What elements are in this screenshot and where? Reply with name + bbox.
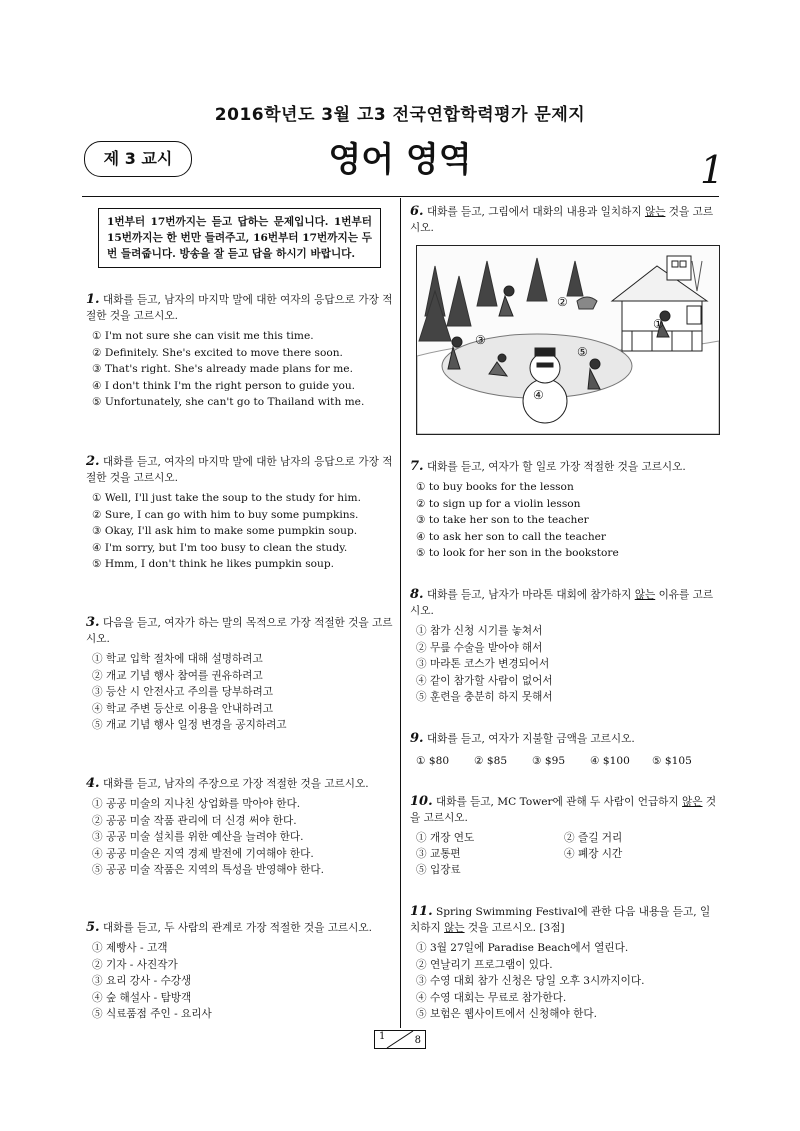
- question-stem-end: 것을 고르시오.: [410, 206, 714, 234]
- option[interactable]: ⑤ 입장료: [416, 864, 461, 876]
- question-stem: 대화를 듣고, 남자가 마라톤 대회에 참가하지: [426, 589, 635, 601]
- option[interactable]: ④ 숲 해설사 - 탐방객: [92, 991, 192, 1004]
- option[interactable]: ④ 학교 주변 등산로 이용을 안내하려고: [92, 702, 273, 715]
- option[interactable]: ② Sure, I can go with him to buy some pumpkins.: [92, 508, 359, 521]
- option[interactable]: ③ Okay, I'll ask him to make some pumpkin soup.: [92, 525, 358, 537]
- question-number: 9.: [410, 731, 424, 746]
- option[interactable]: ⑤ 훈련을 충분히 하지 못해서: [416, 691, 553, 703]
- option[interactable]: ① 참가 신청 시기를 놓쳐서: [416, 625, 543, 637]
- question-stem: 대화를 듣고, 남자의 주장으로 가장 적절한 것을 고르시오.: [102, 778, 369, 790]
- option[interactable]: ④ 수영 대회는 무료로 참가한다.: [416, 991, 567, 1004]
- option[interactable]: ⑤ Hmm, I don't think he likes pumpkin soup.: [92, 558, 335, 570]
- question-stem: 대화를 듣고, 남자의 마지막 말에 대한 여자의 응답으로 가장 적절한 것을 고르시오.: [86, 294, 393, 322]
- question-stem: 대화를 듣고, 그림에서 대화의 내용과 일치하지: [426, 206, 645, 218]
- page-indicator: [374, 1030, 426, 1049]
- question-number: 8.: [410, 587, 424, 602]
- option[interactable]: ② to sign up for a violin lesson: [416, 497, 581, 510]
- question-11: [410, 904, 720, 1023]
- option[interactable]: ④ I'm sorry, but I'm too busy to clean the study.: [92, 541, 348, 554]
- label-4: ④: [533, 388, 544, 402]
- option[interactable]: ④ 같이 참가할 사람이 없어서: [416, 674, 553, 687]
- option[interactable]: ⑤ 식료품점 주인 - 요리사: [92, 1008, 212, 1020]
- option[interactable]: ① I'm not sure she can visit me this time.: [92, 330, 314, 342]
- winter-scene-illustration: [416, 245, 720, 435]
- option[interactable]: ③ That's right. She's already made plans for me.: [92, 363, 353, 375]
- question-stem: 대화를 듣고, 여자가 할 일로 가장 적절한 것을 고르시오.: [426, 461, 686, 473]
- emphasis-not: 않는: [634, 589, 656, 601]
- question-number: 6.: [410, 204, 424, 219]
- question-number: 7.: [410, 459, 424, 474]
- question-3: [86, 615, 394, 734]
- option[interactable]: ① 개장 연도: [416, 832, 475, 844]
- option[interactable]: ③ to take her son to the teacher: [416, 514, 589, 526]
- option[interactable]: ④ $100: [590, 755, 630, 767]
- label-5: ⑤: [577, 345, 588, 359]
- label-3: ③: [475, 333, 486, 347]
- option[interactable]: ③ $95: [532, 755, 566, 767]
- option[interactable]: ④ to ask her son to call the teacher: [416, 530, 606, 543]
- question-stem-end: 이유를 고르시오.: [410, 589, 714, 617]
- option[interactable]: ① 3월 27일에 Paradise Beach에서 열린다.: [416, 942, 629, 954]
- question-2: [86, 454, 394, 573]
- label-1: ①: [653, 317, 664, 331]
- option[interactable]: ③ 공공 미술 설치를 위한 예산을 늘려야 한다.: [92, 831, 304, 843]
- option[interactable]: ③ 마라톤 코스가 변경되어서: [416, 658, 550, 670]
- option[interactable]: ② 무릎 수술을 받아야 해서: [416, 641, 543, 654]
- question-stem: 대화를 듣고, 두 사람의 관계로 가장 적절한 것을 고르시오.: [102, 922, 372, 934]
- question-stem-end: 것을 고르시오. [3점]: [464, 922, 565, 934]
- option[interactable]: ② $85: [474, 755, 508, 767]
- option[interactable]: ② 연날리기 프로그램이 있다.: [416, 958, 553, 971]
- emphasis-not: 않는: [644, 206, 666, 218]
- current-page: 1: [379, 1031, 386, 1042]
- question-4: [86, 776, 394, 879]
- question-5: [86, 920, 394, 1023]
- question-stem: 대화를 듣고, 여자가 지불할 금액을 고르시오.: [426, 733, 635, 745]
- option[interactable]: ④ 공공 미술은 지역 경제 발전에 기여해야 한다.: [92, 847, 314, 860]
- question-stem: 다음을 듣고, 여자가 하는 말의 목적으로 가장 적절한 것을 고르시오.: [86, 617, 393, 645]
- option[interactable]: ① to buy books for the lesson: [416, 481, 574, 493]
- option[interactable]: ① 학교 입학 절차에 대해 설명하려고: [92, 653, 263, 665]
- question-number: 2.: [86, 454, 100, 469]
- page-number: 1: [700, 148, 725, 192]
- question-number: 1.: [86, 292, 100, 307]
- option[interactable]: ⑤ 개교 기념 행사 일정 변경을 공지하려고: [92, 719, 287, 731]
- option[interactable]: ⑤ 공공 미술 작품은 지역의 특성을 반영해야 한다.: [92, 864, 324, 876]
- option[interactable]: ③ 교통편: [416, 848, 461, 860]
- option[interactable]: ④ 폐장 시간: [564, 848, 623, 860]
- option[interactable]: ② 공공 미술 작품 관리에 더 신경 써야 한다.: [92, 814, 297, 827]
- question-9: [410, 731, 720, 769]
- question-6: [410, 204, 720, 236]
- question-number: 5.: [86, 920, 100, 935]
- question-number: 11.: [410, 904, 433, 919]
- option[interactable]: ② 즐길 거리: [564, 832, 623, 844]
- subject-title: 영어 영역: [328, 140, 472, 180]
- option[interactable]: ③ 등산 시 안전사고 주의를 당부하려고: [92, 686, 273, 698]
- question-stem: 대화를 듣고, MC Tower에 관해 두 사람이 언급하지: [436, 796, 683, 808]
- question-8: [410, 587, 720, 706]
- question-number: 4.: [86, 776, 100, 791]
- period-badge: 제 3 교시: [84, 141, 192, 177]
- question-7: [410, 459, 720, 562]
- label-2: ②: [557, 295, 568, 309]
- exam-title: 2016학년도 3월 고3 전국연합학력평가 문제지: [214, 105, 586, 125]
- option[interactable]: ① 공공 미술의 지나친 상업화를 막아야 한다.: [92, 798, 301, 810]
- total-pages: 8: [414, 1035, 421, 1046]
- option[interactable]: ① 제빵사 - 고객: [92, 942, 168, 954]
- emphasis-not: 않는: [444, 922, 465, 934]
- illustration-svg: [417, 246, 719, 434]
- option[interactable]: ⑤ Unfortunately, she can't go to Thailand with me.: [92, 396, 365, 408]
- column-divider: [400, 198, 401, 1028]
- question-1: [86, 292, 394, 411]
- option[interactable]: ⑤ 보험은 웹사이트에서 신청해야 한다.: [416, 1008, 597, 1020]
- option[interactable]: ③ 요리 강사 - 수강생: [92, 975, 192, 987]
- header-rule: [82, 196, 719, 197]
- option[interactable]: ③ 수영 대회 참가 신청은 당일 오후 3시까지이다.: [416, 975, 645, 987]
- question-stem-end: 것을 고르시오.: [410, 796, 717, 824]
- option[interactable]: ① Well, I'll just take the soup to the study for him.: [92, 492, 361, 504]
- question-number: 3.: [86, 615, 100, 630]
- option[interactable]: ⑤ to look for her son in the bookstore: [416, 547, 619, 559]
- option[interactable]: ④ I don't think I'm the right person to guide you.: [92, 379, 356, 392]
- question-stem: 대화를 듣고, 여자의 마지막 말에 대한 남자의 응답으로 가장 적절한 것을 고르시오.: [86, 456, 393, 484]
- listening-notice: 1번부터 17번까지는 듣고 답하는 문제입니다. 1번부터 15번까지는 한 번만 들려주고, 16번부터 17번까지는 두 번 들려줍니다. 방송을 잘 듣고 답을 하시기 바랍니다.: [98, 208, 381, 268]
- emphasis-not: 않은: [682, 796, 703, 808]
- option[interactable]: ⑤ $105: [652, 755, 692, 767]
- option[interactable]: ② Definitely. She's excited to move there soon.: [92, 346, 343, 359]
- option[interactable]: ② 기자 - 사진작가: [92, 958, 178, 971]
- question-number: 10.: [410, 794, 433, 809]
- question-10: [410, 794, 720, 878]
- question-stem: Spring Swimming Festival에 관한 다음 내용을 듣고, 일치하지: [410, 906, 711, 934]
- option[interactable]: ① $80: [416, 755, 450, 767]
- option[interactable]: ② 개교 기념 행사 참여를 권유하려고: [92, 669, 263, 682]
